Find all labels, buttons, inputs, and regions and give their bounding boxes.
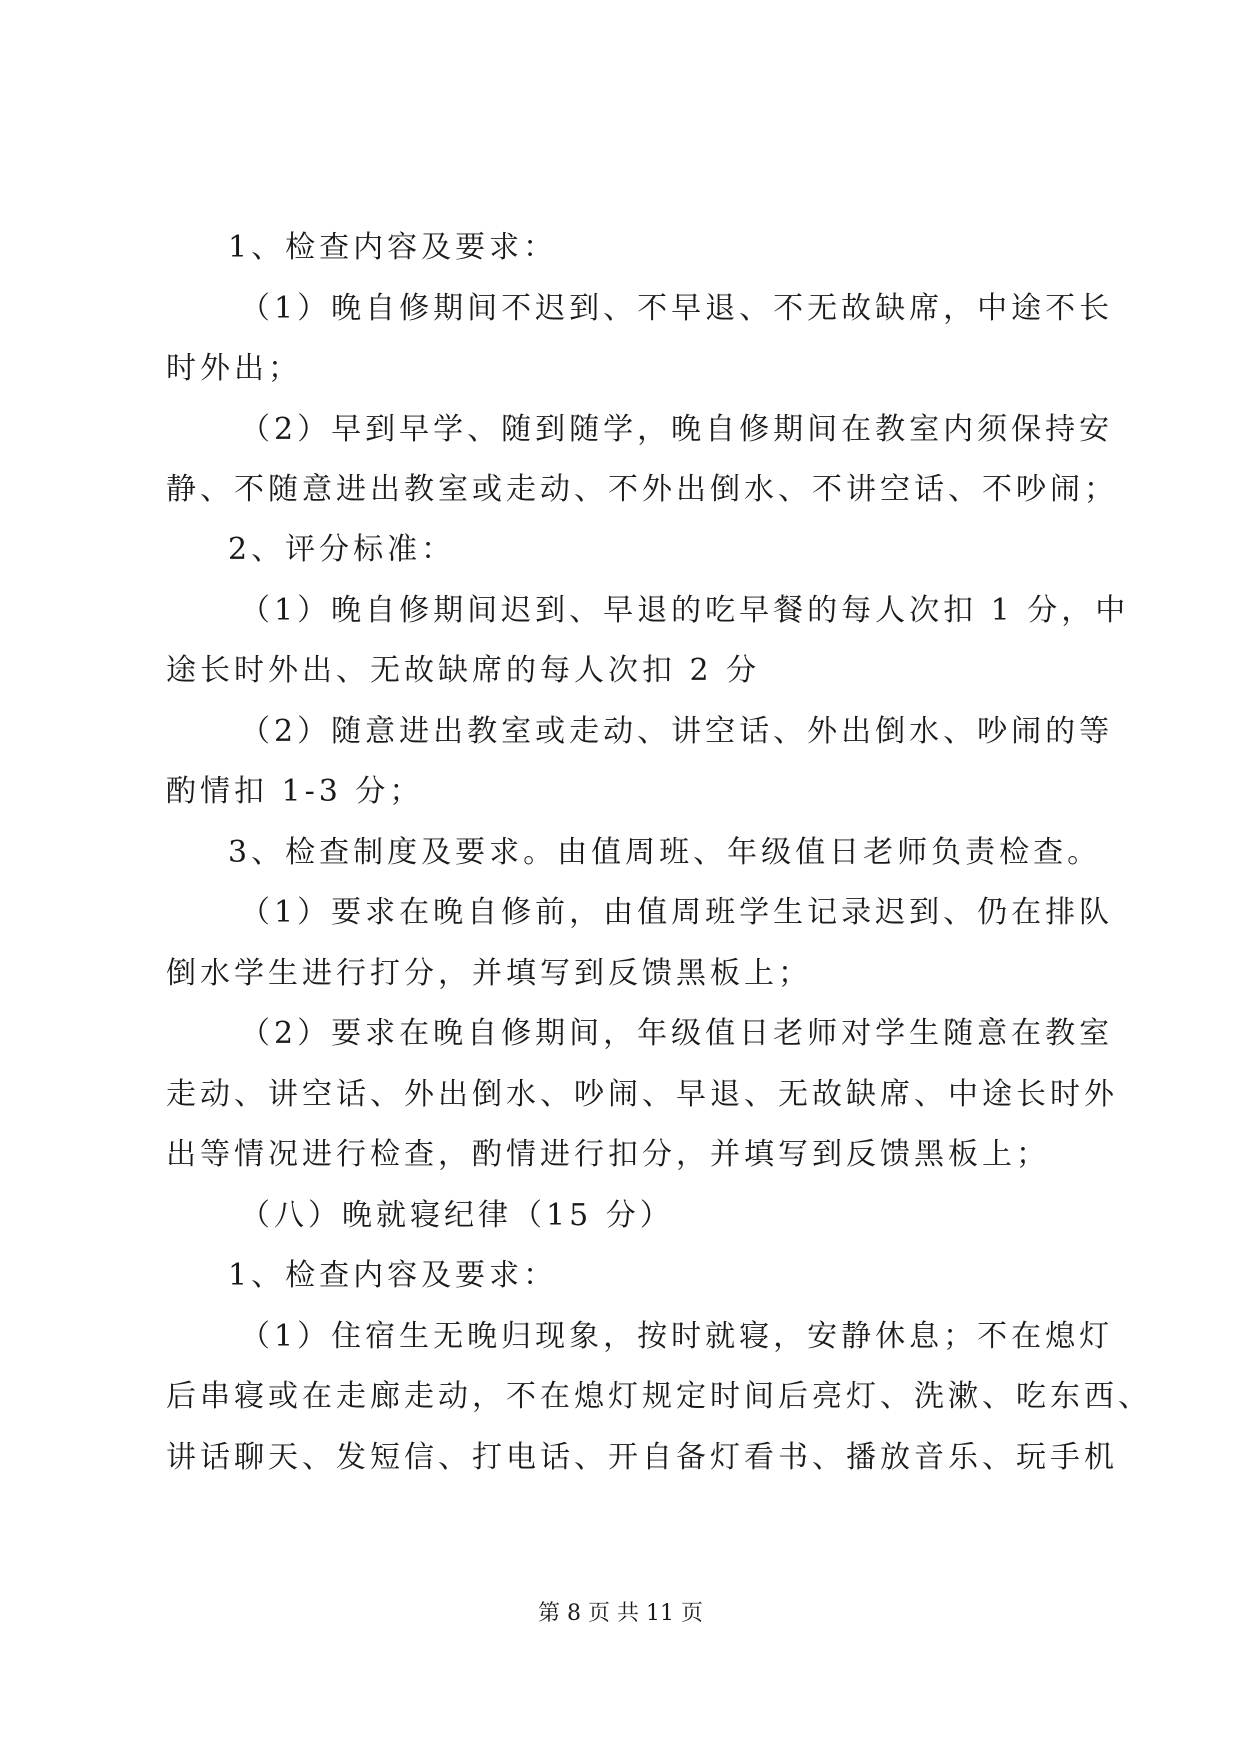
paragraph-line: （1）晚自修期间迟到、早退的吃早餐的每人次扣 1 分，中 [240, 593, 1130, 628]
paragraph-line: 3、检查制度及要求。由值周班、年级值日老师负责检查。 [228, 835, 1102, 870]
paragraph-line: 后串寝或在走廊走动，不在熄灯规定时间后亮灯、洗漱、吃东西、 [166, 1379, 1152, 1414]
paragraph-line: 时外出； [166, 351, 302, 386]
paragraph-line: 2、评分标准： [228, 532, 456, 567]
paragraph-line: （1）住宿生无晚归现象，按时就寝，安静休息；不在熄灯 [240, 1319, 1114, 1354]
paragraph-line: 途长时外出、无故缺席的每人次扣 2 分 [166, 653, 761, 688]
paragraph-line: （1）要求在晚自修前，由值周班学生记录迟到、仍在排队 [240, 895, 1114, 930]
paragraph-line: 1、检查内容及要求： [228, 1258, 558, 1293]
paragraph-line: （1）晚自修期间不迟到、不早退、不无故缺席，中途不长 [240, 291, 1114, 326]
paragraph-line: 讲话聊天、发短信、打电话、开自备灯看书、播放音乐、玩手机 [166, 1440, 1118, 1475]
page-number-footer: 第 8 页 共 11 页 [538, 1601, 703, 1626]
paragraph-line: 走动、讲空话、外出倒水、吵闹、早退、无故缺席、中途长时外 [166, 1077, 1118, 1112]
paragraph-line: （2）随意进出教室或走动、讲空话、外出倒水、吵闹的等 [240, 714, 1114, 749]
paragraph-line: 静、不随意进出教室或走动、不外出倒水、不讲空话、不吵闹； [166, 472, 1118, 507]
paragraph-line: （2）要求在晚自修期间，年级值日老师对学生随意在教室 [240, 1016, 1114, 1051]
paragraph-line: 出等情况进行检查，酌情进行扣分，并填写到反馈黑板上； [166, 1137, 1050, 1172]
section-heading: （八）晚就寝纪律（15 分） [240, 1198, 674, 1233]
paragraph-line: 1、检查内容及要求： [228, 230, 558, 265]
paragraph-line: 倒水学生进行打分，并填写到反馈黑板上； [166, 956, 812, 991]
paragraph-line: （2）早到早学、随到随学，晚自修期间在教室内须保持安 [240, 412, 1114, 447]
paragraph-line: 酌情扣 1-3 分； [166, 774, 424, 809]
